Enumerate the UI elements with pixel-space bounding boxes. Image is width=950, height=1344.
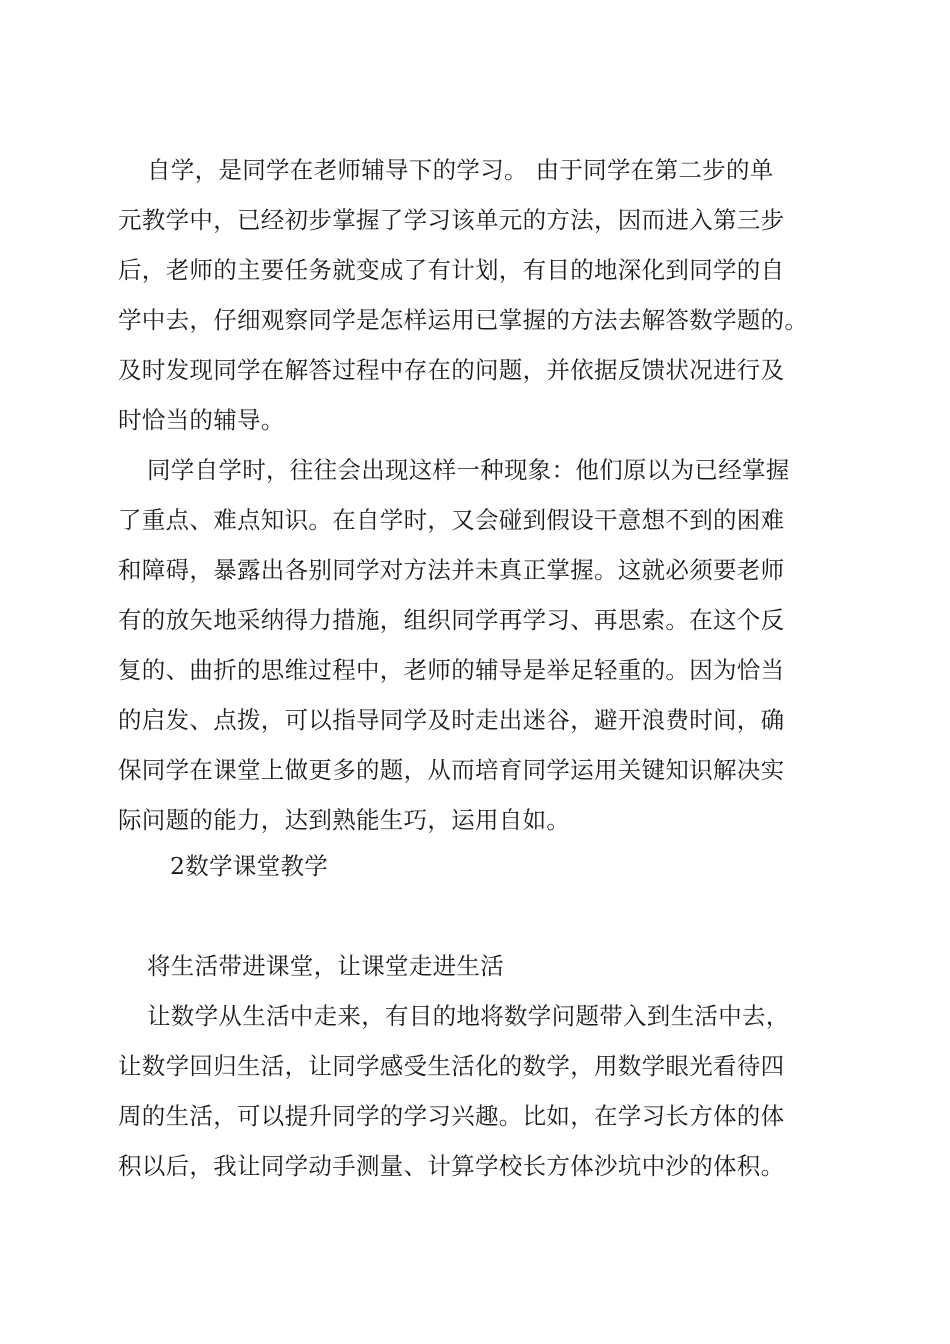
text-line: 让数学从生活中走来，有目的地将数学问题带入到生活中去， [147, 1002, 790, 1030]
text-line: 同学自学时，往往会出现这样一种现象：他们原以为已经掌握 [147, 456, 790, 484]
text-line: 有的放矢地采纳得力措施，组织同学再学习、再思索。在这个反 [118, 606, 785, 634]
text-line: 复的、曲折的思维过程中，老师的辅导是举足轻重的。因为恰当 [118, 656, 785, 684]
text-line: 际问题的能力，达到熟能生巧，运用自如。 [118, 806, 571, 834]
text-line: 让数学回归生活，让同学感受生活化的数学，用数学眼光看待四 [118, 1052, 785, 1080]
text-line: 保同学在课堂上做更多的题，从而培育同学运用关键知识解决实 [118, 756, 785, 784]
text-line: 及时发现同学在解答过程中存在的问题，并依据反馈状况进行及 [118, 356, 785, 384]
text-line: 元教学中，已经初步掌握了学习该单元的方法，因而进入第三步 [118, 206, 785, 234]
text-line: 了重点、难点知识。在自学时，又会碰到假设干意想不到的困难 [118, 506, 785, 534]
sub-heading: 将生活带进课堂，让课堂走进生活 [147, 952, 504, 980]
text-line: 学中去，仔细观察同学是怎样运用已掌握的方法去解答数学题的。 [118, 306, 809, 334]
text-line: 的启发、点拨，可以指导同学及时走出迷谷，避开浪费时间，确 [118, 706, 785, 734]
text-line: 积以后，我让同学动手测量、计算学校长方体沙坑中沙的体积。 [118, 1152, 785, 1180]
section-heading: 2数学课堂教学 [170, 852, 329, 880]
text-line: 时恰当的辅导。 [118, 406, 285, 434]
text-line: 自学，是同学在老师辅导下的学习。 由于同学在第二步的单 [147, 156, 774, 184]
text-line: 后，老师的主要任务就变成了有计划，有目的地深化到同学的自 [118, 256, 785, 284]
text-line: 周的生活，可以提升同学的学习兴趣。比如，在学习长方体的体 [118, 1102, 785, 1130]
text-line: 和障碍，暴露出各别同学对方法并未真正掌握。这就必须要老师 [118, 556, 785, 584]
